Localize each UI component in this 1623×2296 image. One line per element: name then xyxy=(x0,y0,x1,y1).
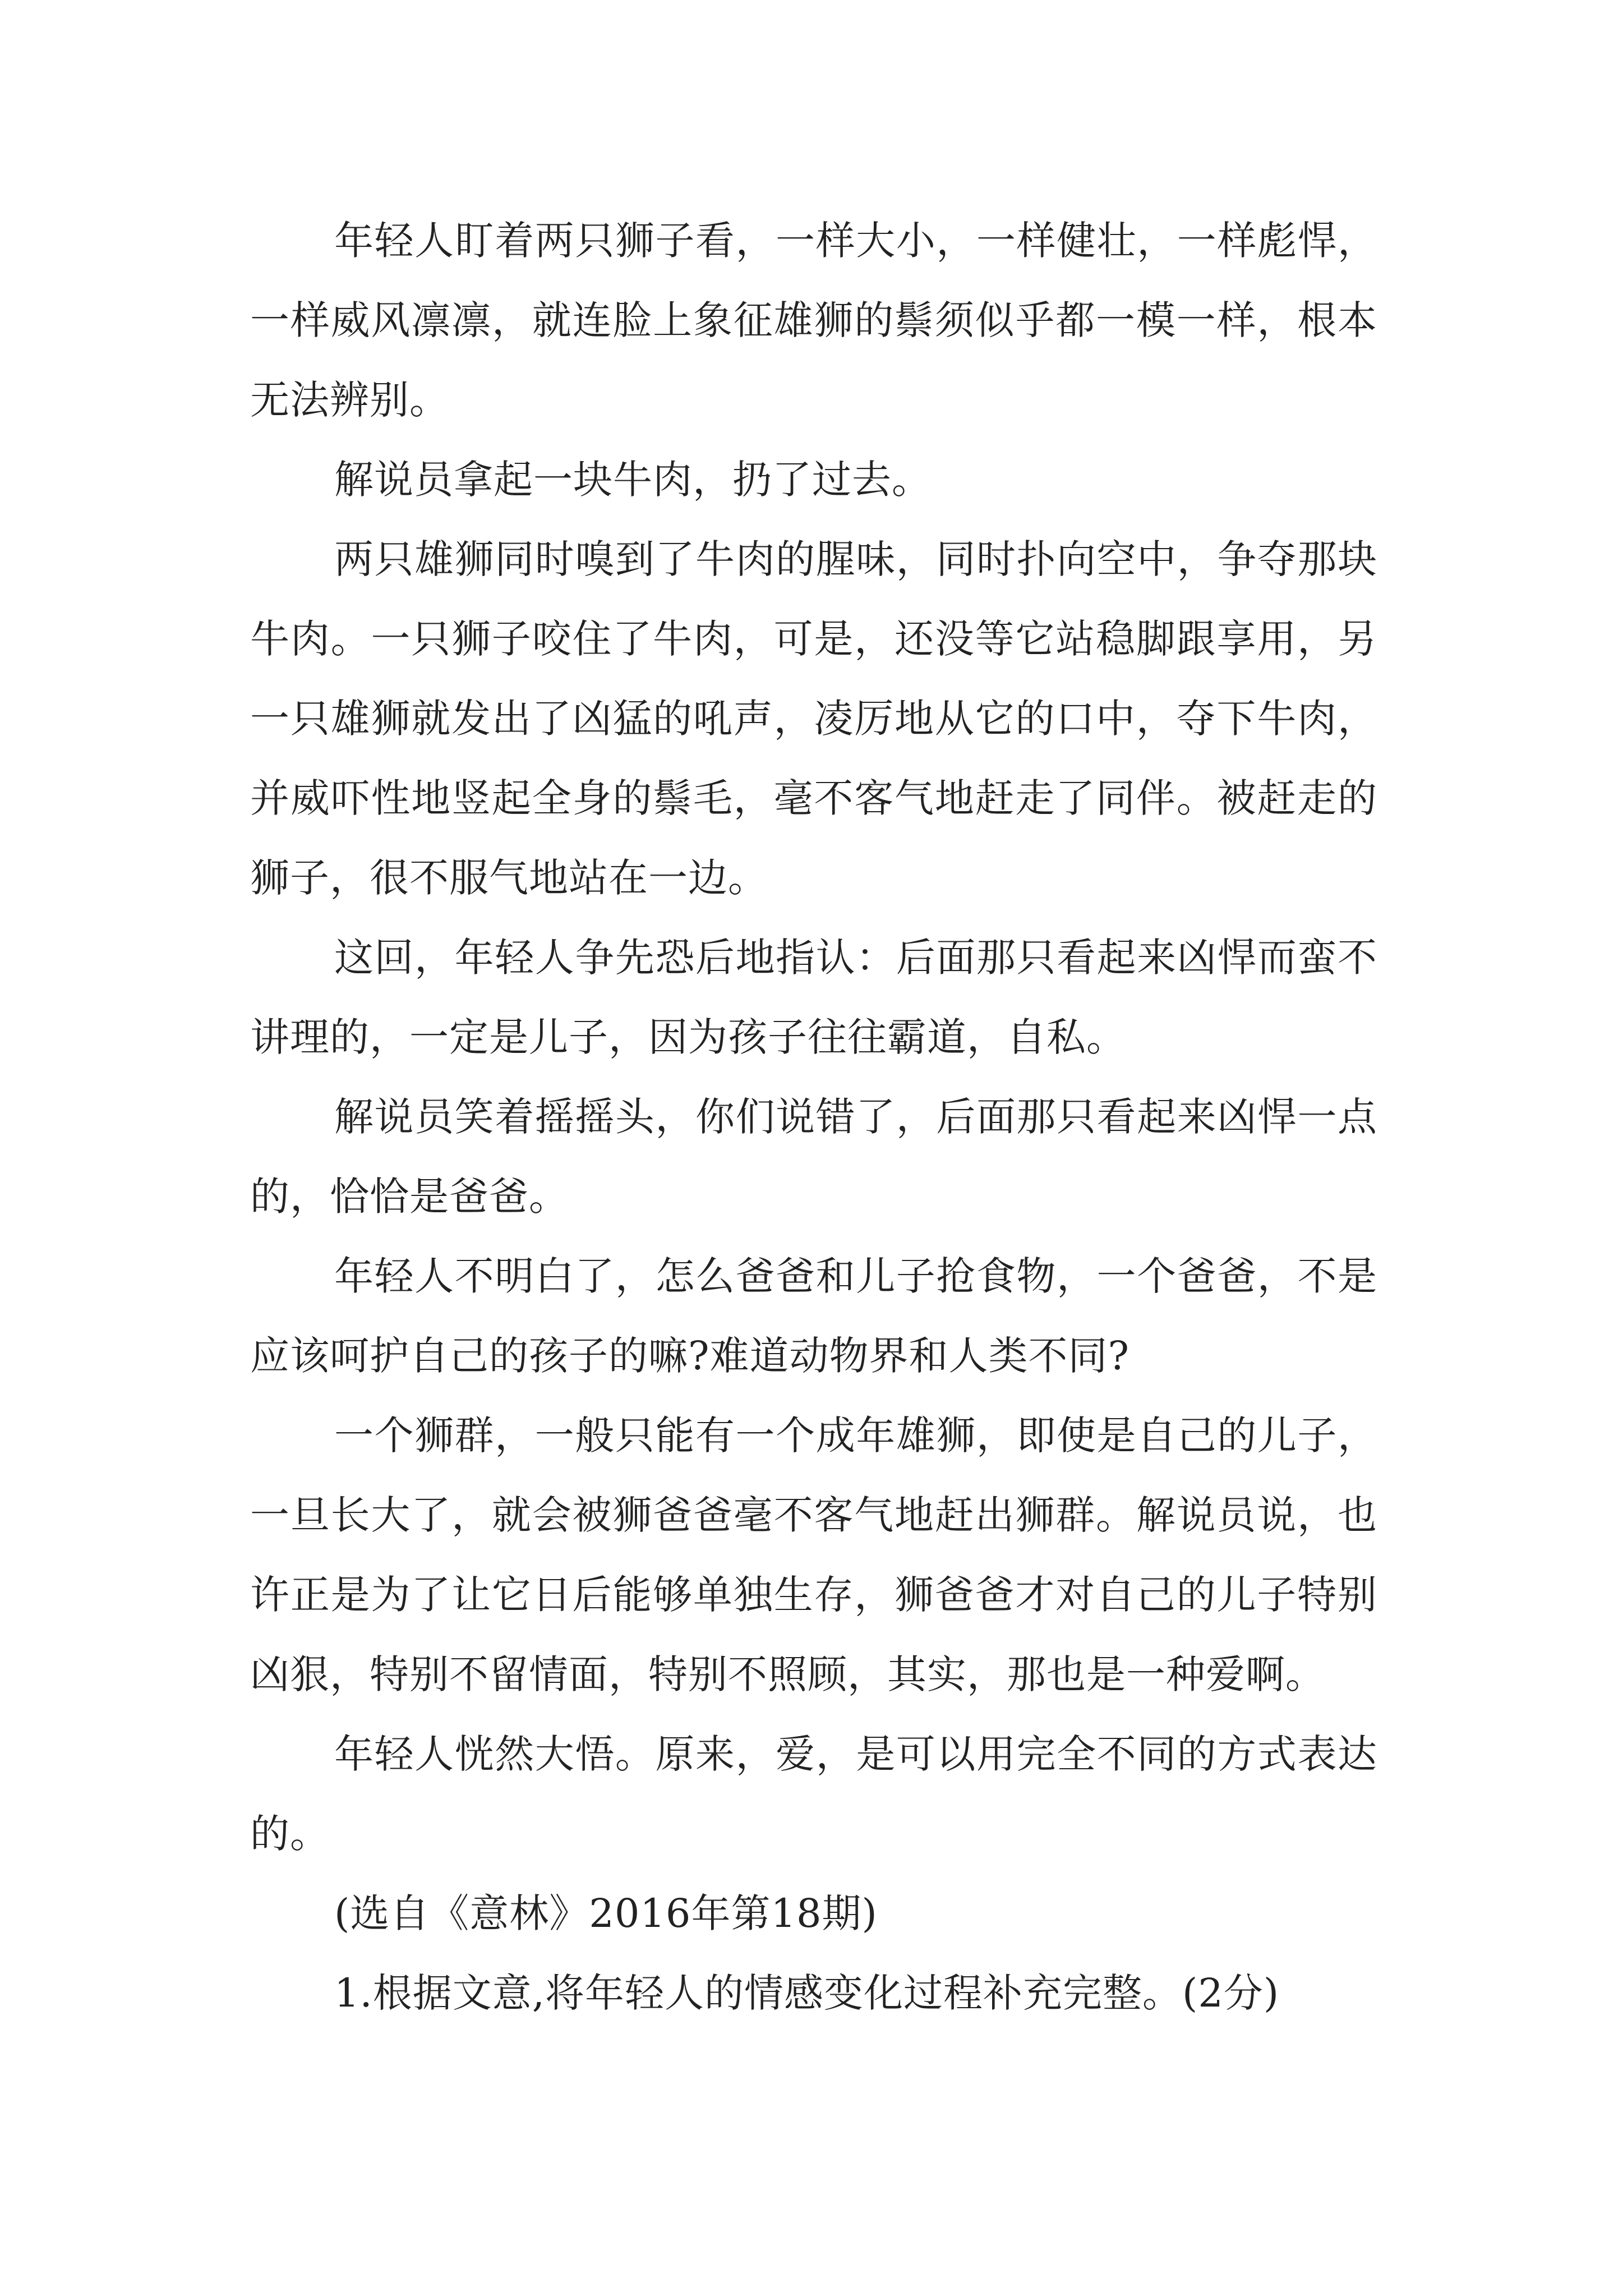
paragraph-1: 年轻人盯着两只狮子看，一样大小，一样健壮，一样彪悍，一样威风凛凛，就连脸上象征雄狮的鬃须似乎都一模一样，根本无法辨别。 xyxy=(250,218,1377,423)
paragraph-3: 两只雄狮同时嗅到了牛肉的腥味，同时扑向空中，争夺那块牛肉。一只狮子咬住了牛肉，可是，还没等它站稳脚跟享用，另一只雄狮就发出了凶猛的吼声，凌厉地从它的口中，夺下牛肉，并威吓性地竖起全身的鬃毛，毫不客气地赶走了同伴。被赶走的狮子，很不服气地站在一边。 xyxy=(250,536,1377,901)
document-body xyxy=(250,201,1377,2033)
paragraph-8: 年轻人恍然大悟。原来，爱，是可以用完全不同的方式表达的。 xyxy=(250,1731,1377,1857)
source-citation: (选自《意林》2016年第18期) xyxy=(334,1890,878,1936)
paragraph-4: 这回，年轻人争先恐后地指认：后面那只看起来凶悍而蛮不讲理的，一定是儿子，因为孩子往往霸道，自私。 xyxy=(250,935,1377,1060)
question-1: 1.根据文意,将年轻人的情感变化过程补充完整。(2分) xyxy=(334,1970,1280,2016)
paragraph-5: 解说员笑着摇摇头，你们说错了，后面那只看起来凶悍一点的，恰恰是爸爸。 xyxy=(250,1094,1377,1220)
paragraph-7: 一个狮群，一般只能有一个成年雄狮，即使是自己的儿子，一旦长大了，就会被狮爸爸毫不客气地赶出狮群。解说员说，也许正是为了让它日后能够单独生存，狮爸爸才对自己的儿子特别凶狠，特别不留情面，特别不照顾，其实，那也是一种爱啊。 xyxy=(250,1412,1377,1697)
paragraph-2: 解说员拿起一块牛肉，扔了过去。 xyxy=(334,457,932,503)
paragraph-6: 年轻人不明白了，怎么爸爸和儿子抢食物，一个爸爸，不是应该呵护自己的孩子的嘛?难道动物界和人类不同? xyxy=(250,1253,1377,1379)
